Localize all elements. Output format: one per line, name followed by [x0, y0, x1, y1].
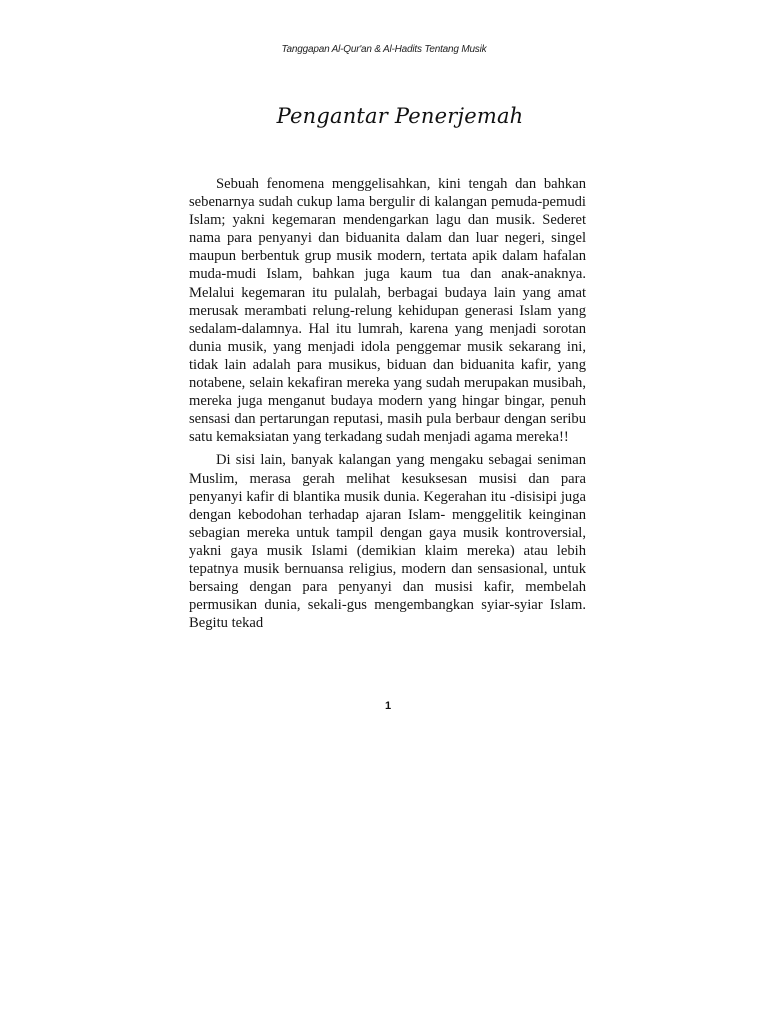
paragraph-1: Sebuah fenomena menggelisahkan, kini tengah dan bahkan sebenarnya sudah cukup lama bergulir di kalangan pemuda-pemudi Islam; yakni kegemaran mendengarkan lagu dan musik. Sederet nama para penyanyi dan biduanita dalam dan luar negeri, singel maupun berbentuk grup musik modern, tertata apik dalam hafalan muda-mudi Islam, bahkan juga kaum tua dan anak-anaknya. Melalui kegemaran itu pulalah, berbagai budaya lain yang amat merusak merambati relung-relung kehidupan generasi Islam yang sedalam-dalamnya. Hal itu lumrah, karena yang menjadi sorotan dunia musik, yang menjadi idola penggemar musik sekarang ini, tidak lain adalah para musikus, biduan dan biduanita kafir, yang notabene, selain kekafiran mereka yang sudah merupakan musibah, mereka juga menganut budaya modern yang hingar bingar, penuh sensasi dan pertarungan reputasi, masih pula berbaur dengan seribu satu kemaksiatan yang terkadang sudah menjadi agama mereka!!	[189, 176, 586, 446]
body-text	[189, 175, 586, 637]
paragraph-2: Di sisi lain, banyak kalangan yang mengaku sebagai seniman Muslim, merasa gerah melihat kesuksesan musisi dan para penyanyi kafir di blantika musik dunia. Kegerahan itu -disisipi juga dengan kebodohan terhadap ajaran Islam- menggelitik keinginan sebagian mereka untuk tampil dengan gaya musik kontroversial, yakni gaya musik Islami (demikian klaim mereka) atau lebih tepatnya musik bernuansa religius, modern dan sensasional, untuk bersaing dengan para penyanyi dan musisi kafir, membelah permusikan dunia, sekali-gus mengembangkan syiar-syiar Islam. Begitu tekad	[189, 452, 586, 632]
chapter-title: Pengantar Penerjemah	[276, 104, 524, 128]
page-number: 1	[384, 700, 392, 712]
running-header: Tanggapan Al-Qur'an & Al-Hadits Tentang Musik	[281, 44, 487, 55]
